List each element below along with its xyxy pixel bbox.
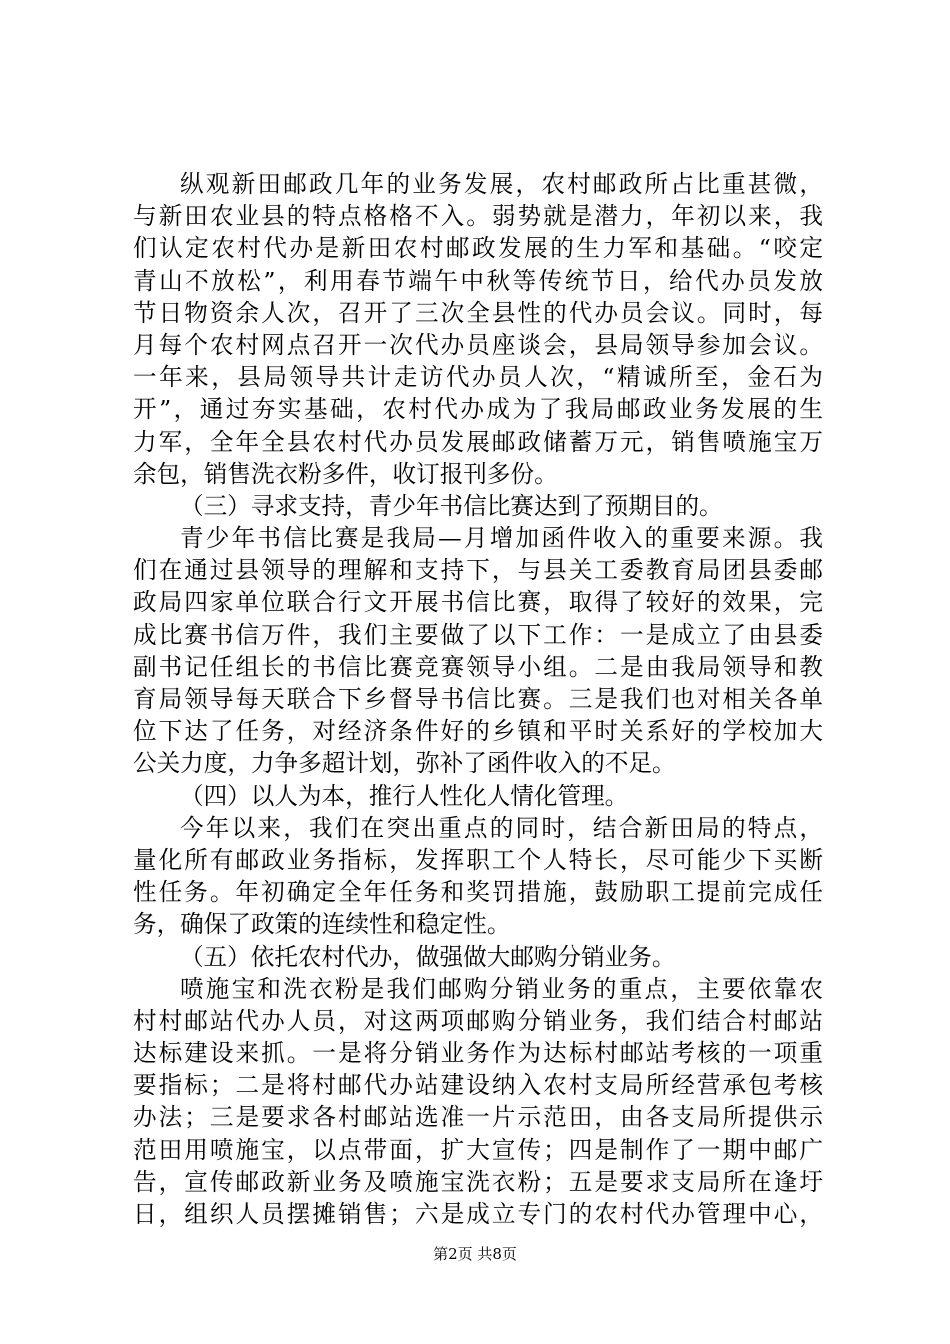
page-number: 第2页 共8页 — [433, 1245, 517, 1263]
text-line: 月每个农村网点召开一次代办员座谈会，县局领导参加会议。 — [133, 330, 823, 359]
text-line: 力军，全年全县农村代办员发展邮政储蓄万元，销售喷施宝万 — [133, 427, 823, 456]
text-line: 节日物资余人次，召开了三次全县性的代办员会议。同时，每 — [133, 298, 823, 327]
page-footer — [0, 1244, 950, 1264]
text-line: 办法；三是要求各村邮站选准一片示范田，由各支局所提供示 — [133, 1103, 823, 1132]
text-line: 副书记任组长的书信比赛竞赛领导小组。二是由我局领导和教 — [133, 652, 823, 681]
text-line: 们认定农村代办是新田农村邮政发展的生力军和基础。“咬定 — [133, 234, 823, 263]
text-line: 一年来，县局领导共计走访代办员人次，“精诚所至，金石为 — [133, 363, 823, 392]
text-line: 范田用喷施宝，以点带面，扩大宣传；四是制作了一期中邮广 — [133, 1135, 823, 1164]
text-line: 喷施宝和洗衣粉是我们邮购分销业务的重点，主要依靠农 — [180, 974, 823, 1003]
section-heading: （五）依托农村代办，做强做大邮购分销业务。 — [180, 942, 676, 971]
text-line: 与新田农业县的特点格格不入。弱势就是潜力，年初以来，我 — [133, 202, 823, 231]
text-line: 日，组织人员摆摊销售；六是成立专门的农村代办管理中心， — [133, 1200, 823, 1228]
text-line: 今年以来，我们在突出重点的同时，结合新田局的特点， — [180, 813, 823, 842]
text-line: 政局四家单位联合行文开展书信比赛，取得了较好的效果，完 — [133, 588, 823, 617]
text-line: 育局领导每天联合下乡督导书信比赛。三是我们也对相关各单 — [133, 685, 823, 713]
text-line: 要指标；二是将村邮代办站建设纳入农村支局所经营承包考核 — [133, 1071, 823, 1100]
text-line: 青少年书信比赛是我局—月增加函件收入的重要来源。我 — [180, 524, 823, 553]
text-line: 纵观新田邮政几年的业务发展，农村邮政所占比重甚微， — [180, 170, 823, 198]
text-line: 位下达了任务，对经济条件好的乡镇和平时关系好的学校加大 — [133, 717, 823, 746]
section-heading: （三）寻求支持，青少年书信比赛达到了预期目的。 — [180, 491, 723, 520]
text-line: 量化所有邮政业务指标，发挥职工个人特长，尽可能少下买断 — [133, 845, 823, 874]
text-line: 青山不放松”，利用春节端午中秋等传统节日，给代办员发放 — [133, 266, 823, 295]
text-line: 村村邮站代办人员，对这两项邮购分销业务，我们结合村邮站 — [133, 1006, 823, 1035]
text-line: 成比赛书信万件，我们主要做了以下工作：一是成立了由县委 — [133, 620, 823, 649]
document-body — [133, 168, 823, 1230]
text-line: 性任务。年初确定全年任务和奖罚措施，鼓励职工提前完成任 — [133, 878, 823, 907]
text-line: 们在通过县领导的理解和支持下，与县关工委教育局团县委邮 — [133, 556, 823, 585]
text-line: 开”，通过夯实基础，农村代办成为了我局邮政业务发展的生 — [133, 395, 823, 424]
text-line: 余包，销售洗衣粉多件，收订报刊多份。 — [133, 459, 558, 488]
text-line: 告，宣传邮政新业务及喷施宝洗衣粉；五是要求支局所在逢圩 — [133, 1167, 823, 1196]
text-line: 务，确保了政策的连续性和稳定性。 — [133, 910, 511, 939]
text-line: 达标建设来抓。一是将分销业务作为达标村邮站考核的一项重 — [133, 1039, 823, 1068]
text-line: 公关力度，力争多超计划，弥补了函件收入的不足。 — [133, 749, 676, 778]
section-heading: （四）以人为本，推行人性化人情化管理。 — [180, 781, 629, 810]
